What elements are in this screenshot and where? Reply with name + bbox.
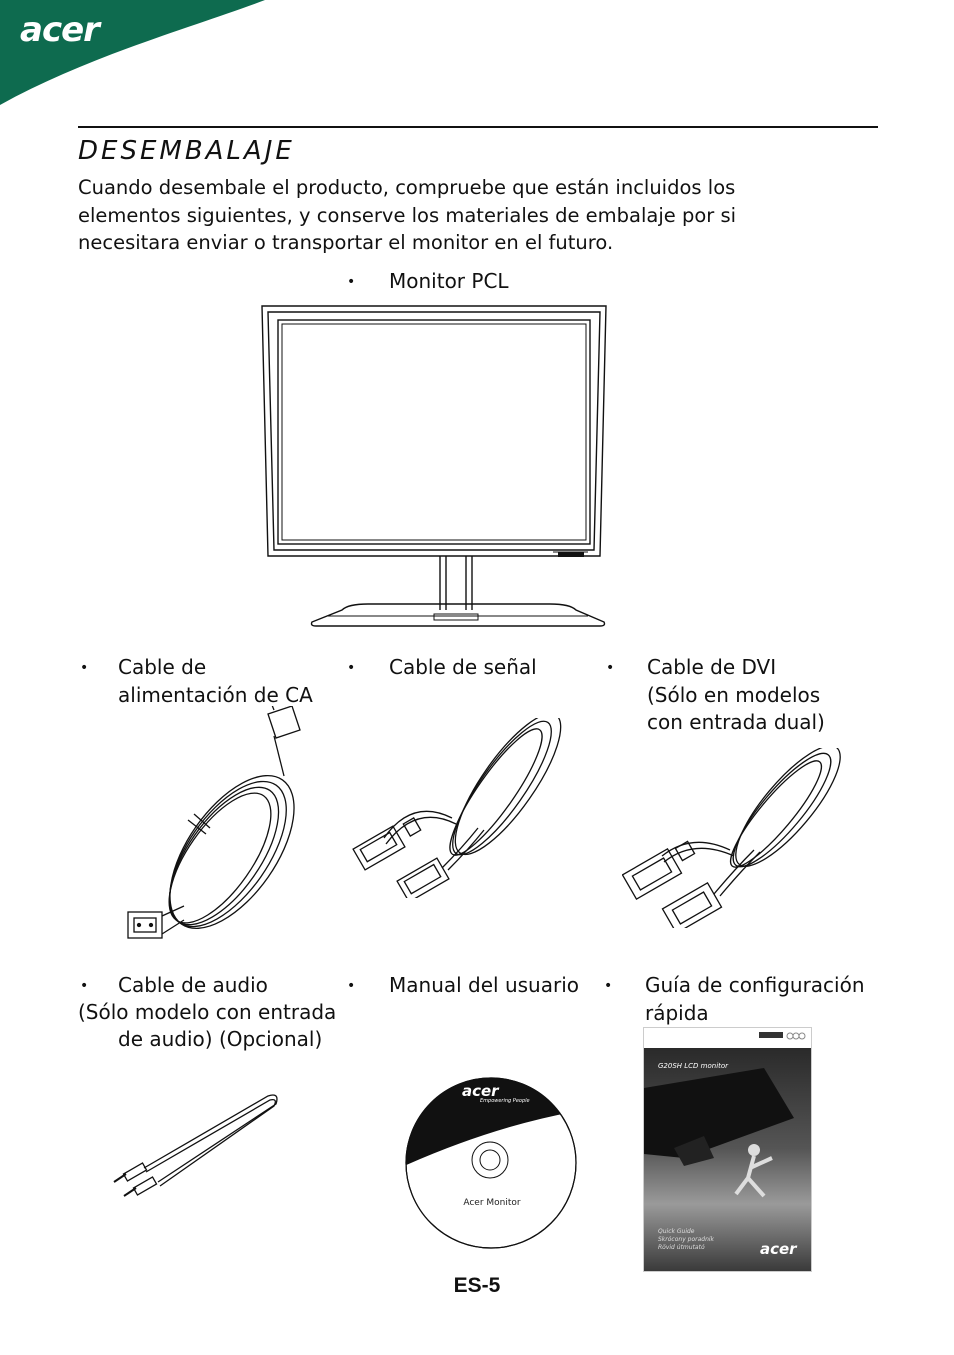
quick-guide-booklet bbox=[643, 1027, 812, 1272]
intro-paragraph: Cuando desembale el producto, compruebe que están incluidos los elementos siguientes, y conserve los materiales de embalaje por si necesitara enviar o transportar el monitor en el futuro. bbox=[78, 176, 737, 254]
item-power-cable-label bbox=[118, 654, 313, 709]
cd-brand-logo: acer bbox=[462, 1082, 499, 1100]
item-audio-cable-line3: de audio) (Opcional) bbox=[118, 1027, 323, 1051]
audio-cable-icon bbox=[110, 1086, 285, 1206]
bullet: • bbox=[347, 660, 356, 676]
item-monitor-label: Monitor PCL bbox=[389, 269, 509, 293]
item-signal-cable-label: Cable de señal bbox=[389, 655, 537, 679]
booklet-brand-logo: acer bbox=[760, 1240, 797, 1258]
booklet-guide-line3: Rövid útmutató bbox=[658, 1244, 705, 1251]
bullet: • bbox=[347, 978, 356, 994]
booklet-guide-line1: Quick Guide bbox=[658, 1228, 695, 1235]
dvi-cable-line3: con entrada dual) bbox=[647, 710, 825, 734]
dvi-cable-line2: (Sólo en modelos bbox=[647, 682, 821, 707]
cd-title: Acer Monitor bbox=[463, 1198, 521, 1208]
quick-guide-line1: Guía de configuración bbox=[645, 973, 865, 997]
bullet: • bbox=[80, 978, 89, 994]
dvi-cable-icon bbox=[622, 748, 842, 928]
acer-logo: acer bbox=[20, 10, 99, 50]
item-quick-guide-label bbox=[645, 972, 865, 1027]
bullet: • bbox=[604, 978, 613, 994]
item-audio-cable-line1: Cable de audio bbox=[118, 973, 268, 997]
item-user-manual-label: Manual del usuario bbox=[389, 973, 579, 997]
booklet-guide-line2: Skrócony poradnik bbox=[658, 1236, 715, 1243]
section-title: DESEMBALAJE bbox=[78, 136, 295, 166]
item-audio-cable-line2: (Sólo modelo con entrada bbox=[78, 1000, 337, 1024]
bullet: • bbox=[347, 274, 356, 290]
power-cable-line1: Cable de bbox=[118, 655, 207, 679]
monitor bbox=[258, 304, 610, 630]
quick-guide-line2: rápida bbox=[645, 1000, 709, 1025]
booklet-model: G20SH LCD monitor bbox=[658, 1062, 729, 1070]
section-divider bbox=[78, 126, 878, 128]
item-dvi-cable-label bbox=[647, 654, 825, 737]
bullet: • bbox=[80, 660, 89, 676]
power-cable-line2: alimentación de CA bbox=[118, 682, 313, 707]
signal-cable-icon bbox=[352, 718, 572, 898]
dvi-cable-line1: Cable de DVI bbox=[647, 655, 777, 679]
power-cable-icon bbox=[124, 706, 334, 946]
cd-tagline: Empowering People bbox=[480, 1098, 530, 1104]
booklet-guide-text bbox=[658, 1228, 714, 1252]
page-number: ES-5 bbox=[453, 1274, 501, 1297]
bullet: • bbox=[606, 660, 615, 676]
header-banner bbox=[0, 0, 954, 120]
